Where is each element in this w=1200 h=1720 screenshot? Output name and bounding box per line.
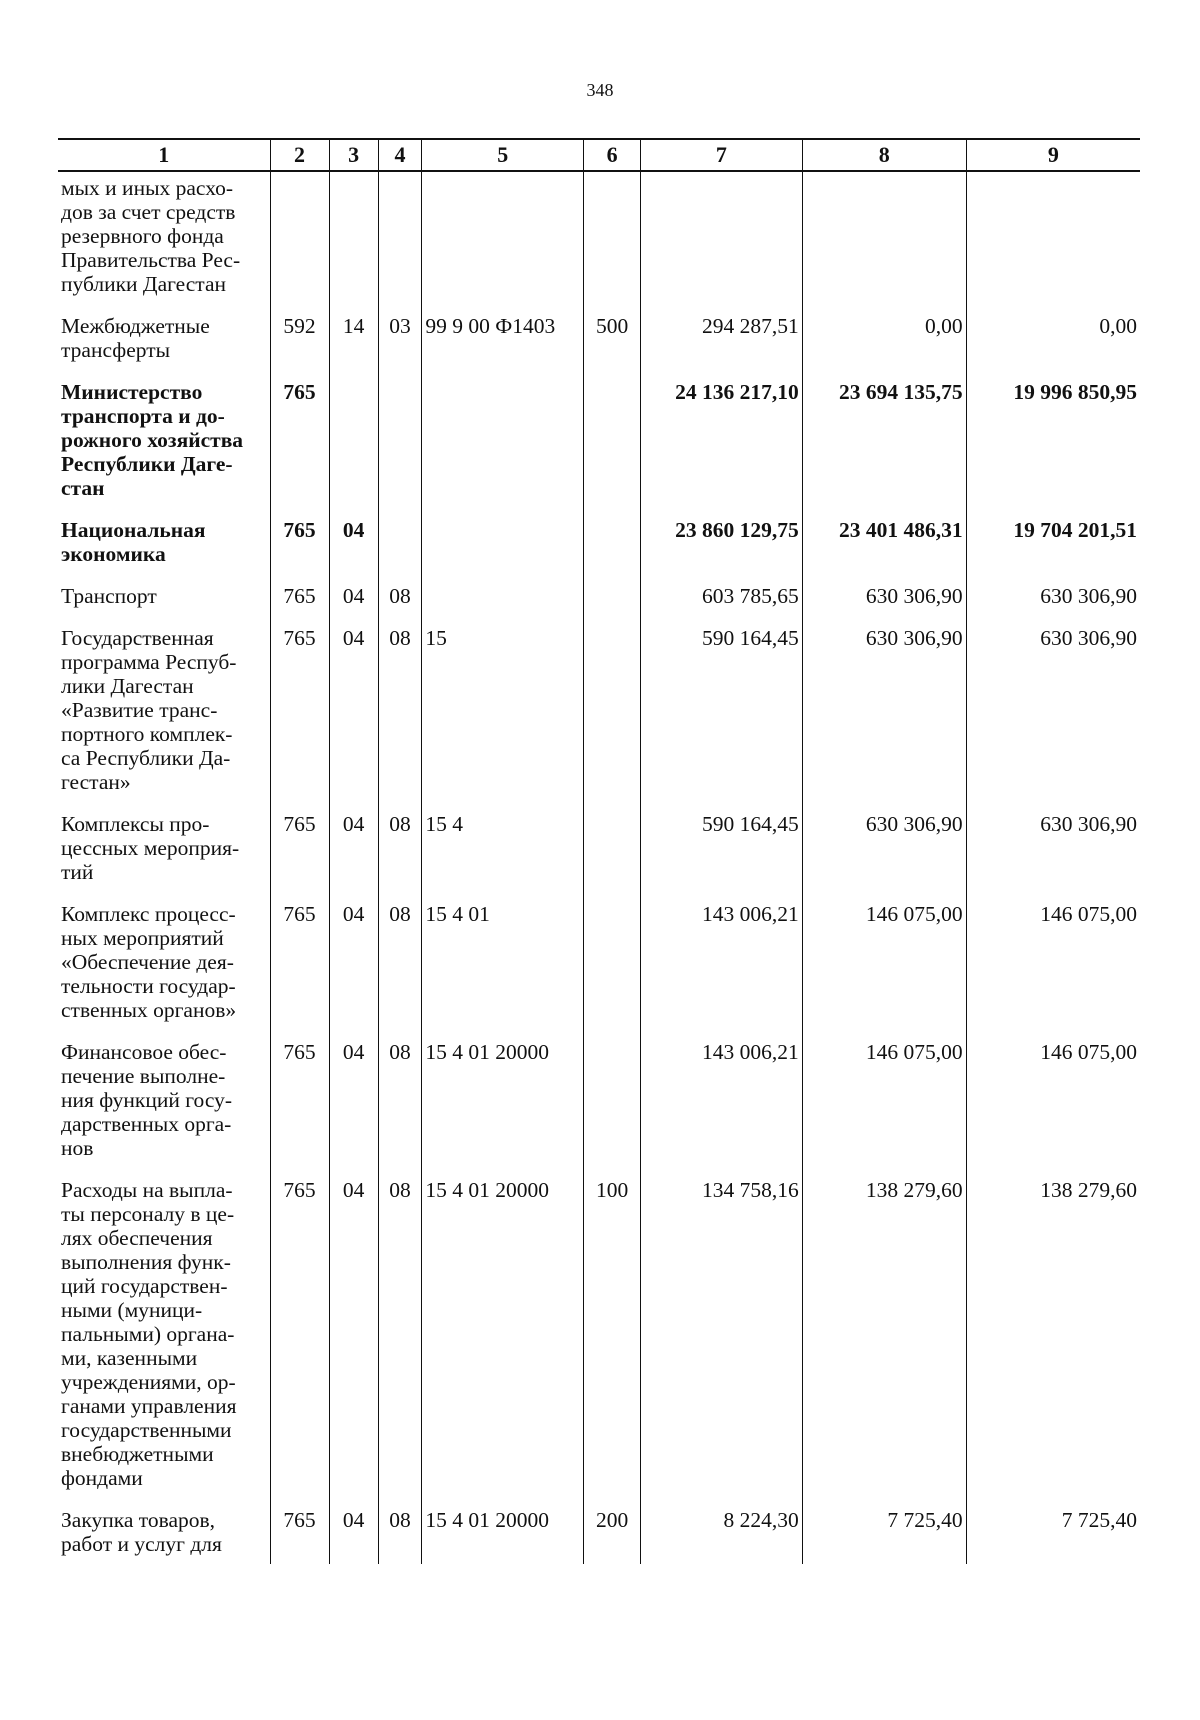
section-code: 04 xyxy=(329,1498,378,1564)
table-row xyxy=(58,616,1140,802)
table-row xyxy=(58,304,1140,370)
expense-type-code xyxy=(584,616,641,802)
row-name: мых и иных расхо- дов за счет средств резервного фонда Правительства Рес- публики Дагестан xyxy=(61,176,241,296)
table-row xyxy=(58,370,1140,508)
amount-col-8: 146 075,00 xyxy=(802,892,966,1030)
gov-code: 765 xyxy=(270,892,329,1030)
amount-col-8: 23 401 486,31 xyxy=(802,508,966,574)
column-header: 9 xyxy=(966,139,1140,171)
page-number: 348 xyxy=(586,80,614,100)
target-code xyxy=(422,370,584,508)
column-header: 1 xyxy=(58,139,270,171)
amount-col-9: 138 279,60 xyxy=(966,1168,1140,1498)
row-name: Расходы на выпла- ты персоналу в це- лях обеспечения выполнения функ- ций государствен- ными (муници- пальными) органа- ми, казенными учреждениями, ор- ганами управления государственными внебюджетными фондами xyxy=(61,1178,237,1490)
gov-code xyxy=(270,171,329,304)
column-header: 8 xyxy=(802,139,966,171)
gov-code: 765 xyxy=(270,1168,329,1498)
target-code: 15 4 xyxy=(422,802,584,892)
subsection-code: 08 xyxy=(378,1030,422,1168)
amount-col-7: 294 287,51 xyxy=(640,304,802,370)
expense-type-code xyxy=(584,1030,641,1168)
target-code: 15 4 01 20000 xyxy=(422,1498,584,1564)
amount-col-7: 134 758,16 xyxy=(640,1168,802,1498)
amount-col-9: 146 075,00 xyxy=(966,1030,1140,1168)
target-code xyxy=(422,508,584,574)
section-code: 14 xyxy=(329,304,378,370)
gov-code: 765 xyxy=(270,370,329,508)
row-name: Транспорт xyxy=(61,584,157,608)
amount-col-8: 138 279,60 xyxy=(802,1168,966,1498)
section-code: 04 xyxy=(329,1168,378,1498)
target-code: 15 4 01 20000 xyxy=(422,1030,584,1168)
amount-col-8 xyxy=(802,171,966,304)
expense-type-code xyxy=(584,508,641,574)
gov-code: 765 xyxy=(270,802,329,892)
gov-code: 765 xyxy=(270,574,329,616)
amount-col-8: 7 725,40 xyxy=(802,1498,966,1564)
subsection-code xyxy=(378,508,422,574)
subsection-code xyxy=(378,171,422,304)
column-header: 4 xyxy=(378,139,422,171)
subsection-code: 08 xyxy=(378,892,422,1030)
gov-code: 592 xyxy=(270,304,329,370)
section-code: 04 xyxy=(329,574,378,616)
table-row xyxy=(58,171,1140,304)
subsection-code: 08 xyxy=(378,574,422,616)
expense-type-code: 500 xyxy=(584,304,641,370)
amount-col-9: 7 725,40 xyxy=(966,1498,1140,1564)
amount-col-8: 630 306,90 xyxy=(802,574,966,616)
amount-col-9: 630 306,90 xyxy=(966,616,1140,802)
subsection-code: 08 xyxy=(378,802,422,892)
row-name: Комплекс процесс- ных мероприятий «Обеспечение дея- тельности государ- ственных органов» xyxy=(61,902,237,1022)
amount-col-9: 630 306,90 xyxy=(966,574,1140,616)
column-number-header xyxy=(58,139,1140,171)
amount-col-7: 24 136 217,10 xyxy=(640,370,802,508)
amount-col-9: 630 306,90 xyxy=(966,802,1140,892)
table-row xyxy=(58,1498,1140,1564)
section-code: 04 xyxy=(329,508,378,574)
amount-col-7: 8 224,30 xyxy=(640,1498,802,1564)
subsection-code: 08 xyxy=(378,1168,422,1498)
section-code: 04 xyxy=(329,892,378,1030)
row-name: Национальная экономика xyxy=(61,518,206,566)
amount-col-9 xyxy=(966,171,1140,304)
section-code xyxy=(329,171,378,304)
amount-col-9: 19 704 201,51 xyxy=(966,508,1140,574)
column-header: 6 xyxy=(584,139,641,171)
expense-type-code: 200 xyxy=(584,1498,641,1564)
target-code: 15 4 01 20000 xyxy=(422,1168,584,1498)
gov-code: 765 xyxy=(270,1030,329,1168)
section-code: 04 xyxy=(329,802,378,892)
row-name: Государственная программа Респуб- лики Дагестан «Развитие транс- портного комплек- са Республики Да- гестан» xyxy=(61,626,237,794)
expense-type-code xyxy=(584,574,641,616)
section-code xyxy=(329,370,378,508)
target-code xyxy=(422,574,584,616)
expense-type-code xyxy=(584,892,641,1030)
column-header: 3 xyxy=(329,139,378,171)
gov-code: 765 xyxy=(270,508,329,574)
gov-code: 765 xyxy=(270,1498,329,1564)
table-row xyxy=(58,508,1140,574)
amount-col-7: 590 164,45 xyxy=(640,802,802,892)
subsection-code: 08 xyxy=(378,1498,422,1564)
budget-table xyxy=(58,138,1140,1564)
amount-col-9: 19 996 850,95 xyxy=(966,370,1140,508)
column-header: 5 xyxy=(422,139,584,171)
section-code: 04 xyxy=(329,1030,378,1168)
row-name: Закупка товаров, работ и услуг для xyxy=(61,1508,222,1556)
subsection-code: 08 xyxy=(378,616,422,802)
expense-type-code xyxy=(584,171,641,304)
table-row xyxy=(58,892,1140,1030)
amount-col-8: 23 694 135,75 xyxy=(802,370,966,508)
amount-col-9: 0,00 xyxy=(966,304,1140,370)
amount-col-7 xyxy=(640,171,802,304)
row-name: Министерство транспорта и до- рожного хозяйства Республики Даге- стан xyxy=(61,380,244,500)
column-header: 7 xyxy=(640,139,802,171)
amount-col-8: 0,00 xyxy=(802,304,966,370)
subsection-code: 03 xyxy=(378,304,422,370)
expense-type-code xyxy=(584,370,641,508)
gov-code: 765 xyxy=(270,616,329,802)
table-row xyxy=(58,574,1140,616)
amount-col-8: 630 306,90 xyxy=(802,616,966,802)
row-name: Межбюджетные трансферты xyxy=(61,314,210,362)
amount-col-7: 590 164,45 xyxy=(640,616,802,802)
amount-col-7: 23 860 129,75 xyxy=(640,508,802,574)
subsection-code xyxy=(378,370,422,508)
section-code: 04 xyxy=(329,616,378,802)
expense-type-code xyxy=(584,802,641,892)
target-code: 15 4 01 xyxy=(422,892,584,1030)
table-row xyxy=(58,1168,1140,1498)
table-row xyxy=(58,802,1140,892)
column-header: 2 xyxy=(270,139,329,171)
expense-type-code: 100 xyxy=(584,1168,641,1498)
target-code xyxy=(422,171,584,304)
amount-col-7: 603 785,65 xyxy=(640,574,802,616)
amount-col-9: 146 075,00 xyxy=(966,892,1140,1030)
row-name: Финансовое обес- печение выполне- ния функций госу- дарственных орга- нов xyxy=(61,1040,233,1160)
table-row xyxy=(58,1030,1140,1168)
row-name: Комплексы про- цессных мероприя- тий xyxy=(61,812,240,884)
amount-col-8: 146 075,00 xyxy=(802,1030,966,1168)
amount-col-7: 143 006,21 xyxy=(640,1030,802,1168)
target-code: 15 xyxy=(422,616,584,802)
amount-col-8: 630 306,90 xyxy=(802,802,966,892)
target-code: 99 9 00 Ф1403 xyxy=(422,304,584,370)
table-body xyxy=(58,171,1140,1564)
amount-col-7: 143 006,21 xyxy=(640,892,802,1030)
